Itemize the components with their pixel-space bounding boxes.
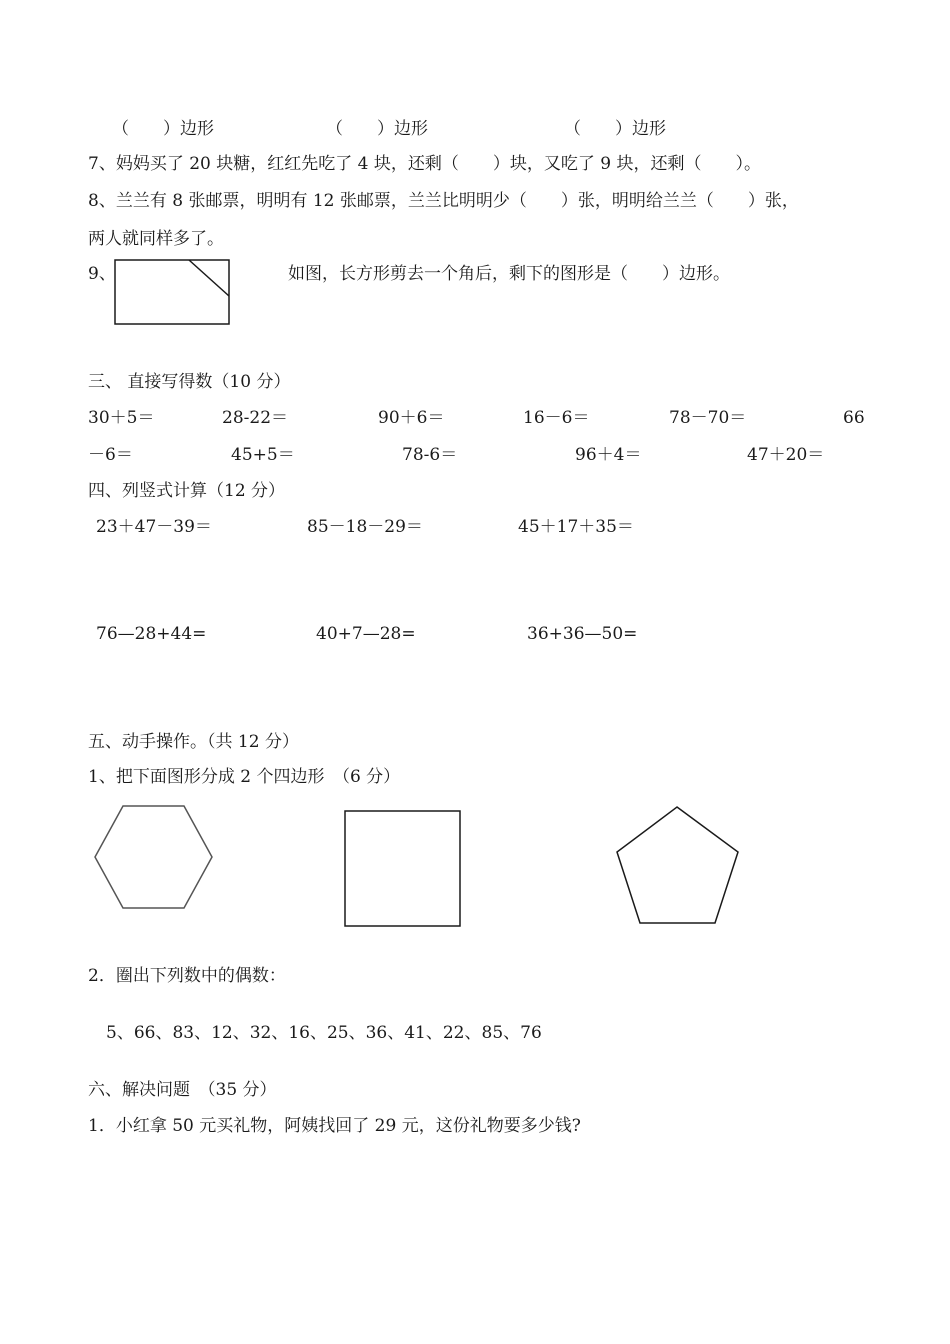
question-9-text: 如图，长方形剪去一个角后，剩下的图形是（ ）边形。 [288,264,730,284]
square-shape [343,809,463,929]
calc-3-7: 45+5＝ [231,445,295,465]
vertical-calc-2: 85－18－29＝ [307,517,423,537]
vertical-calc-1: 23＋47－39＝ [96,517,212,537]
question-7: 7、妈妈买了 20 块糖，红红先吃了 4 块，还剩（ ）块，又吃了 9 块，还剩（ ）。 [88,154,762,174]
section-5-title: 五、动手操作。（共 12 分） [88,732,299,752]
section-6-title: 六、解决问题 （35 分） [88,1080,277,1100]
hexagon-shape [92,804,216,910]
calc-3-5: 78－70＝ [669,408,747,428]
calc-3-6a: 66 [843,408,865,428]
section-6-question-1: 1．小红拿 50 元买礼物，阿姨找回了 29 元，这份礼物要多少钱? [88,1116,581,1136]
q6-label-3: （ ）边形 [564,119,666,139]
vertical-calc-5: 40+7—28= [316,624,416,644]
section-4-title: 四、列竖式计算（12 分） [88,481,286,501]
calc-3-9: 96＋4＝ [575,445,642,465]
section-5-question-1: 1、把下面图形分成 2 个四边形 （6 分） [88,767,401,787]
calc-3-1: 30＋5＝ [88,408,155,428]
q6-label-1: （ ）边形 [112,119,214,139]
calc-3-8: 78-6＝ [402,445,458,465]
section-3-title: 三、 直接写得数（10 分） [88,372,291,392]
vertical-calc-4: 76—28+44= [96,624,207,644]
calc-3-2: 28-22＝ [222,408,289,428]
question-8-line-2: 两人就同样多了。 [88,229,224,249]
vertical-calc-6: 36+36—50= [527,624,638,644]
q6-label-2: （ ）边形 [326,119,428,139]
vertical-calc-3: 45＋17＋35＝ [518,517,634,537]
question-9-number: 9、 [88,264,116,284]
even-numbers-list: 5、66、83、12、32、16、25、36、41、22、85、76 [106,1023,542,1043]
calc-3-3: 90＋6＝ [378,408,445,428]
cut-rectangle-figure [113,258,233,328]
section-5-question-2: 2．圈出下列数中的偶数： [88,966,286,986]
question-8-line-1: 8、兰兰有 8 张邮票，明明有 12 张邮票，兰兰比明明少（ ）张，明明给兰兰（ ）张， [88,191,799,211]
calc-3-4: 16－6＝ [523,408,590,428]
pentagon-shape [614,805,742,927]
calc-3-6b: －6＝ [88,445,133,465]
calc-3-10: 47＋20＝ [747,445,825,465]
